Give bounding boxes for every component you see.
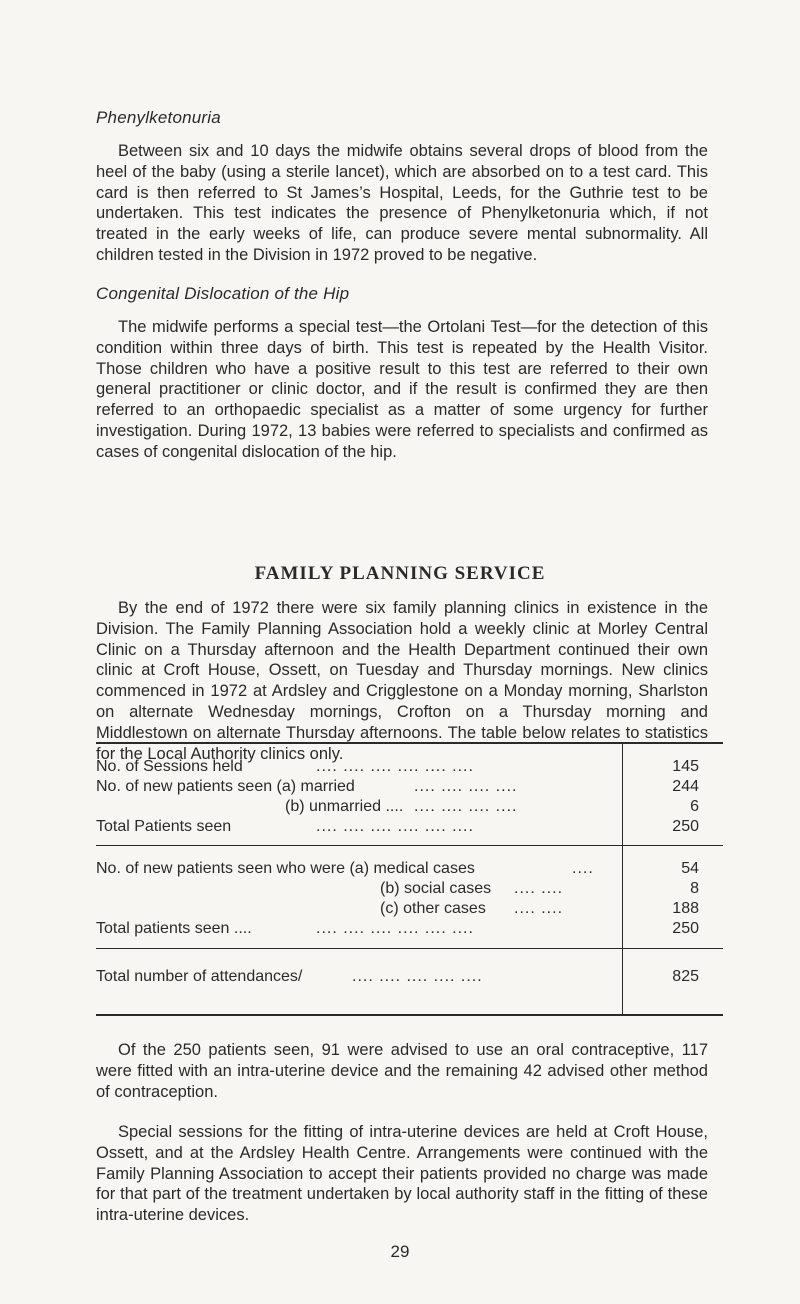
phenylketonuria-paragraph: Between six and 10 days the midwife obtains several drops of blood from the heel of the baby (using a sterile lancet), which are absorbed on to a test card. This card is then referred to St James’s Hospital, Leeds, for the Guthrie test to be undertaken. This test indicates the presence of Phenylketonuria which, if not treated in the early weeks of life, can produce severe mental subnormality. All children tested in the Division in 1972 proved to be negative. xyxy=(96,142,708,264)
table-row xyxy=(96,968,723,988)
table-row xyxy=(96,900,723,920)
hip-heading: Congenital Dislocation of the Hip xyxy=(96,284,350,303)
row-value: 8 xyxy=(690,880,699,897)
page-number: 29 xyxy=(390,1242,410,1261)
row-value: 250 xyxy=(672,818,699,835)
row-leader-dots: .... .... .... .... .... .... xyxy=(316,758,474,775)
row-label: (b) unmarried .... xyxy=(285,798,404,815)
row-leader-dots: .... .... .... .... .... .... xyxy=(316,920,474,937)
phenylketonuria-heading: Phenylketonuria xyxy=(96,108,221,127)
family-planning-heading: FAMILY PLANNING SERVICE xyxy=(254,563,546,584)
row-value: 54 xyxy=(681,860,699,877)
table-row xyxy=(96,880,723,900)
table-row xyxy=(96,920,723,940)
row-label: No. of new patients seen who were (a) medical cases xyxy=(96,860,475,877)
row-leader-dots: .... .... xyxy=(514,880,564,897)
statistics-table xyxy=(96,742,723,1016)
row-value: 250 xyxy=(672,920,699,937)
row-value: 145 xyxy=(672,758,699,775)
row-label: No. of new patients seen (a) married xyxy=(96,778,355,795)
table-row xyxy=(96,798,723,818)
row-label: Total patients seen .... xyxy=(96,920,252,937)
row-value: 244 xyxy=(672,778,699,795)
table-bottom-rule xyxy=(96,1014,723,1016)
row-leader-dots: .... .... .... .... xyxy=(414,798,518,815)
table-group-divider xyxy=(96,948,723,949)
row-leader-dots: .... .... .... .... xyxy=(414,778,518,795)
family-planning-closing: Special sessions for the fitting of intra-uterine devices are held at Croft House, Ossett, and at the Ardsley Health Centre. Arrangements were continued with the Family Planning Association to accept their patients provided no charge was made for that part of the treatment undertaken by local authority staff in the fitting of these intra-uterine devices. xyxy=(96,1123,708,1225)
row-label: Total number of attendances/ xyxy=(96,968,303,985)
row-value: 188 xyxy=(672,900,699,917)
family-planning-intro: By the end of 1972 there were six family planning clinics in existence in the Division. The Family Planning Association hold a weekly clinic at Morley Central Clinic on a Thursday afternoon and the Health Department continued their own clinic at Croft House, Ossett, on Tuesday and Thursday mornings. New clinics commenced in 1972 at Ardsley and Crigglestone on a Monday morning, Sharlston on alternate Wednesday mornings, Crofton on a Thursday morning and Middlestown on alternate Thursday afternoons. The table below relates to statistics for the Local Authority clinics only. xyxy=(96,599,708,763)
row-leader-dots: .... xyxy=(572,860,594,877)
row-label: No. of Sessions held xyxy=(96,758,243,775)
row-leader-dots: .... .... xyxy=(514,900,564,917)
table-row xyxy=(96,818,723,838)
row-leader-dots: .... .... .... .... .... .... xyxy=(316,818,474,835)
table-row xyxy=(96,860,723,880)
row-value: 825 xyxy=(672,968,699,985)
row-label: (c) other cases xyxy=(380,900,486,917)
row-leader-dots: .... .... .... .... .... xyxy=(352,968,483,985)
table-group-divider xyxy=(96,845,723,846)
table-row xyxy=(96,778,723,798)
hip-paragraph: The midwife performs a special test—the Ortolani Test—for the detection of this condition within three days of birth. This test is repeated by the Health Visitor. Those children who have a positive result to this test are referred to their own general practitioner or clinic doctor, and if the result is confirmed they are then referred to an orthopaedic specialist as a matter of some urgency for further investigation. During 1972, 13 babies were referred to specialists and confirmed as cases of congenital dislocation of the hip. xyxy=(96,318,708,461)
table-top-rule xyxy=(96,742,723,744)
row-label: (b) social cases xyxy=(380,880,492,897)
row-value: 6 xyxy=(690,798,699,815)
table-row xyxy=(96,758,723,778)
family-planning-after-table: Of the 250 patients seen, 91 were advised to use an oral contraceptive, 117 were fitted with an intra-uterine device and the remaining 42 advised other method of contraception. xyxy=(96,1041,708,1101)
row-label: Total Patients seen xyxy=(96,818,232,835)
